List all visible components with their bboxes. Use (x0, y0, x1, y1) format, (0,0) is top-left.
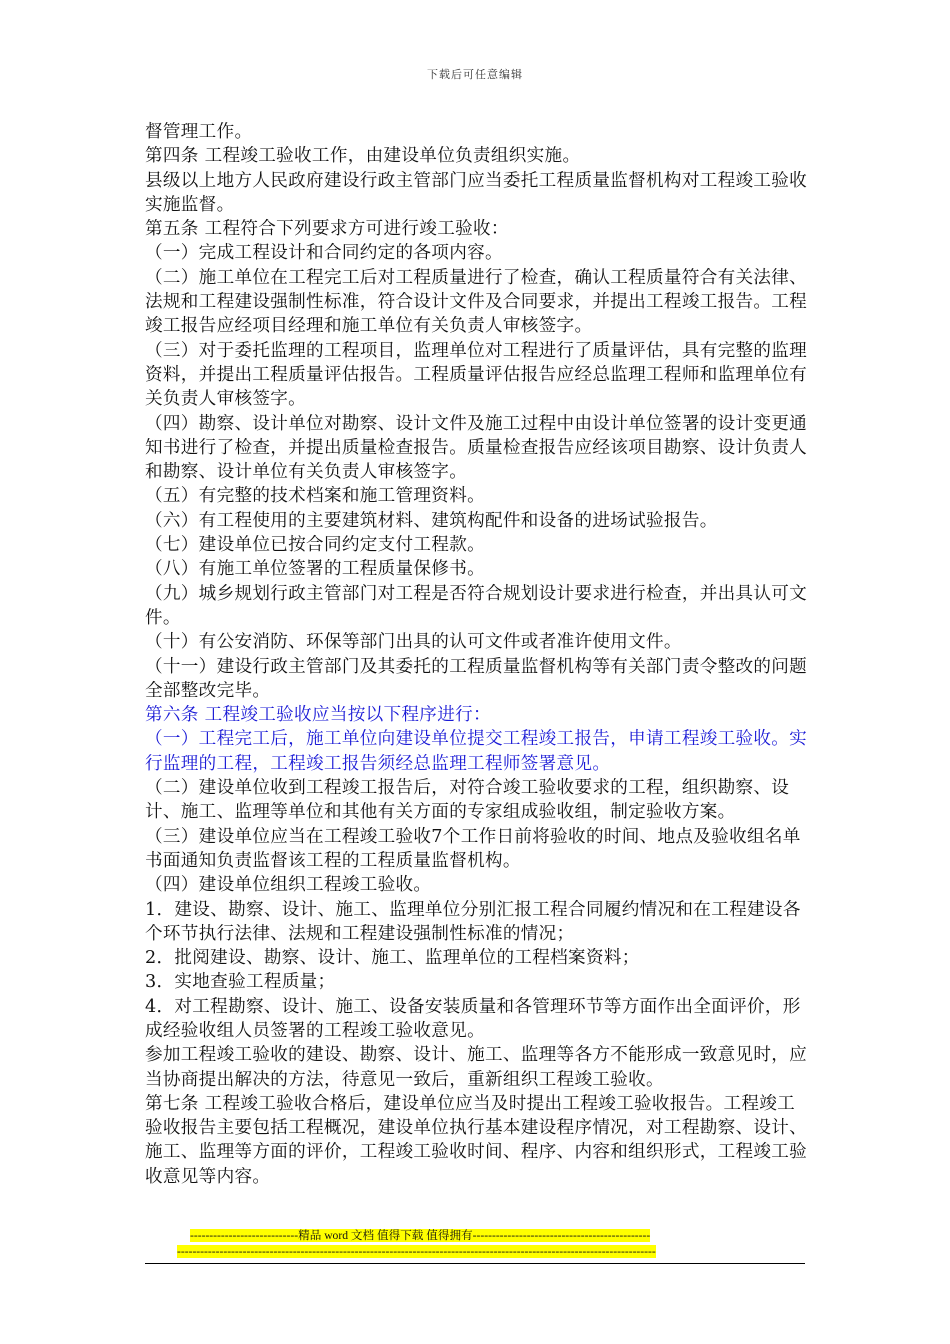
paragraph: 1．建设、勘察、设计、施工、监理单位分别汇报工程合同履约情况和在工程建设各个环节执行法律、法规和工程建设强制性标准的情况； (145, 899, 801, 944)
paragraph: 2．批阅建设、勘察、设计、施工、监理单位的工程档案资料； (145, 948, 640, 969)
paragraph: （四）勘察、设计单位对勘察、设计文件及施工过程中由设计单位签署的设计变更通知书进行了检查，并提出质量检查报告。质量检查报告应经该项目勘察、设计负责人和勘察、设计单位有关负责人审核签字。 (145, 413, 808, 483)
paragraph: （一）完成工程设计和合同约定的各项内容。 (145, 243, 503, 264)
paragraph: 参加工程竣工验收的建设、勘察、设计、施工、监理等各方不能形成一致意见时，应当协商提出解决的方法，待意见一致后，重新组织工程竣工验收。 (145, 1045, 808, 1090)
paragraph: （二）建设单位收到工程竣工报告后，对符合竣工验收要求的工程，组织勘察、设计、施工、监理等单位和其他有关方面的专家组成验收组，制定验收方案。 (145, 778, 790, 823)
paragraph: （一）工程完工后，施工单位向建设单位提交工程竣工报告，申请工程竣工验收。实行监理的工程，工程竣工报告须经总监理工程师签署意见。 (145, 729, 808, 774)
footer-dashes: ---------------------------------------------------------------------------------------------------------------------------- (177, 1245, 656, 1258)
paragraph: 县级以上地方人民政府建设行政主管部门应当委托工程质量监督机构对工程竣工验收实施监督。 (145, 170, 808, 215)
paragraph: （三）对于委托监理的工程项目，监理单位对工程进行了质量评估，具有完整的监理资料，并提出工程质量评估报告。工程质量评估报告应经总监理工程师和监理单位有关负责人审核签字。 (145, 340, 808, 410)
paragraph: 4．对工程勘察、设计、施工、设备安装质量和各管理环节等方面作出全面评价，形成经验收组人员签署的工程竣工验收意见。 (145, 996, 801, 1041)
paragraph: （三）建设单位应当在工程竣工验收7个工作日前将验收的时间、地点及验收组名单书面通知负责监督该工程的工程质量监督机构。 (145, 826, 801, 871)
footer (145, 1228, 805, 1264)
paragraph: 第五条 工程符合下列要求方可进行竣工验收： (145, 219, 509, 240)
paragraph: 第四条 工程竣工验收工作，由建设单位负责组织实施。 (145, 146, 581, 167)
paragraph: （八）有施工单位签署的工程质量保修书。 (145, 559, 485, 580)
footer-line-2 (145, 1244, 805, 1260)
paragraph: 第七条 工程竣工验收合格后，建设单位应当及时提出工程竣工验收报告。工程竣工验收报告主要包括工程概况，建设单位执行基本建设程序情况，对工程勘察、设计、施工、监理等方面的评价，工程竣工验收时间、程序、内容和组织形式，工程竣工验收意见等内容。 (145, 1093, 808, 1187)
footer-banner: ----------------------------精品 word 文档 值得下载 值得拥有---------------------------------------------- (190, 1229, 651, 1242)
paragraph: （十一）建设行政主管部门及其委托的工程质量监督机构等有关部门责令整改的问题全部整改完毕。 (145, 656, 808, 701)
paragraph: （二）施工单位在工程完工后对工程质量进行了检查，确认工程质量符合有关法律、法规和工程建设强制性标准，符合设计文件及合同要求，并提出工程竣工报告。工程竣工报告应经项目经理和施工单位有关负责人审核签字。 (145, 267, 808, 337)
paragraph: 督管理工作。 (145, 122, 253, 142)
paragraph: （六）有工程使用的主要建筑材料、建筑构配件和设备的进场试验报告。 (145, 510, 718, 531)
footer-line-1 (145, 1228, 805, 1244)
paragraph: （五）有完整的技术档案和施工管理资料。 (145, 486, 485, 507)
paragraph: （七）建设单位已按合同约定支付工程款。 (145, 535, 485, 556)
page-header: 下载后可任意编辑 (427, 68, 523, 81)
footer-rule (145, 1263, 805, 1264)
paragraph: （四）建设单位组织工程竣工验收。 (145, 875, 432, 896)
paragraph: 3．实地查验工程质量； (145, 972, 336, 993)
document-body (145, 120, 810, 1189)
paragraph: （九）城乡规划行政主管部门对工程是否符合规划设计要求进行检查，并出具认可文件。 (145, 583, 808, 628)
paragraph: 第六条 工程竣工验收应当按以下程序进行： (145, 705, 491, 726)
paragraph: （十）有公安消防、环保等部门出具的认可文件或者准许使用文件。 (145, 632, 682, 653)
